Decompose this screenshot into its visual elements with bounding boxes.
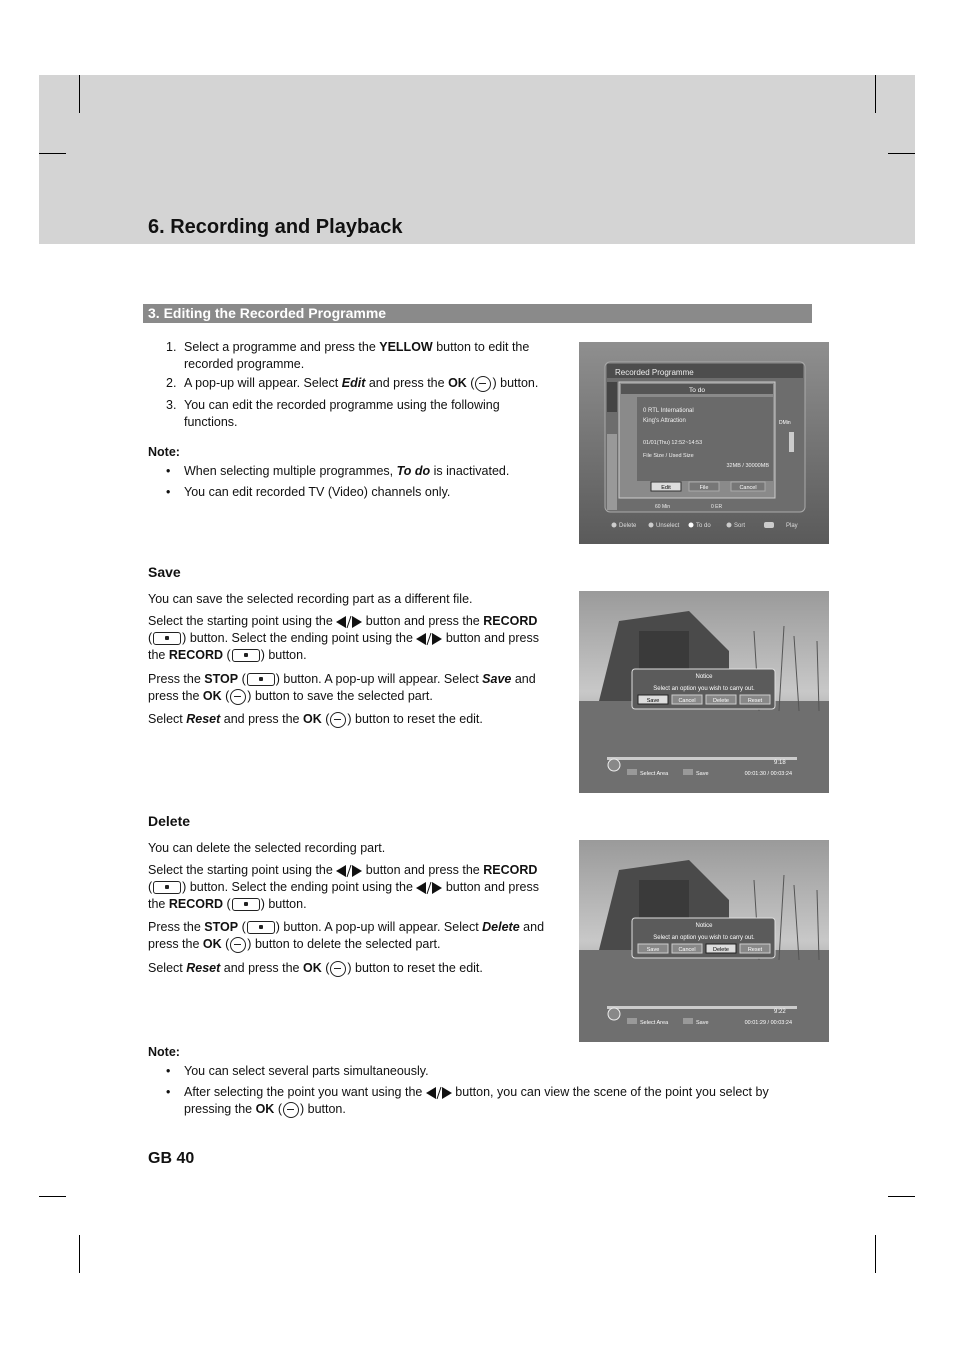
save-intro: You can save the selected recording part as a different file.	[148, 592, 473, 606]
page-number: GB 40	[148, 1150, 195, 1167]
crop-mark	[39, 1196, 66, 1197]
screenshot-recorded-programme	[579, 342, 829, 544]
svg-text:Reset: Reset	[747, 947, 763, 953]
svg-text:9:18: 9:18	[774, 760, 786, 766]
svg-text:60 Min: 60 Min	[655, 504, 671, 510]
svg-text:To do: To do	[696, 523, 711, 529]
svg-text:Select Area: Select Area	[640, 1020, 669, 1026]
svg-text:01/01(Thu) 12:52~14:53: 01/01(Thu) 12:52~14:53	[643, 440, 703, 446]
svg-text:Cancel: Cancel	[678, 947, 696, 953]
note-item-text: After selecting the point you want using the button, you can view the scene of the point you select by pressing the OK ( ) button.	[184, 1085, 769, 1117]
note-item-text: When selecting multiple programmes, To do is inactivated.	[184, 464, 510, 478]
record-button-icon	[232, 898, 260, 911]
ok-button-icon	[230, 937, 246, 953]
ok-button-icon	[475, 376, 491, 392]
crop-mark	[875, 75, 876, 113]
svg-text:Save: Save	[696, 1020, 709, 1026]
svg-text:Save: Save	[646, 947, 660, 953]
svg-text:Edit: Edit	[661, 485, 671, 491]
crop-mark	[79, 1235, 80, 1273]
svg-text:9:22: 9:22	[774, 1009, 786, 1015]
svg-text:Unselect: Unselect	[656, 523, 680, 529]
svg-text:Cancel: Cancel	[739, 485, 757, 491]
svg-text:Cancel: Cancel	[678, 698, 696, 704]
crop-mark	[888, 1196, 915, 1197]
svg-text:Delete: Delete	[713, 698, 729, 704]
svg-text:00:01:30 / 00:03:24: 00:01:30 / 00:03:24	[744, 771, 792, 777]
crop-mark	[79, 75, 80, 113]
crop-mark	[875, 1235, 876, 1273]
left-right-arrow-icon	[336, 864, 362, 878]
screen-title: Recorded Programme	[615, 368, 694, 377]
svg-text:Reset: Reset	[747, 698, 763, 704]
svg-text:Notice: Notice	[695, 674, 713, 680]
svg-text:Delete: Delete	[713, 947, 729, 953]
delete-paragraph-2: Press the STOP ( ) button. A pop-up will appear. Select Delete and press the OK ( ) button to delete the selected part.	[148, 920, 545, 952]
save-paragraph-1: Select the starting point using the button and press the RECORD ( ) button. Select the ending point using the button and press the RECORD ( ) button.	[148, 614, 539, 663]
save-heading: Save	[148, 564, 181, 580]
stop-button-icon	[247, 921, 275, 934]
ok-button-icon	[330, 712, 346, 728]
svg-text:Notice: Notice	[695, 923, 713, 929]
step-1: 1. Select a programme and press the YELLOW button to edit the recorded programme.	[166, 340, 530, 371]
ok-button-icon	[330, 961, 346, 977]
record-button-icon	[153, 881, 181, 894]
note-label: Note:	[148, 1045, 180, 1059]
save-paragraph-2: Press the STOP ( ) button. A pop-up will appear. Select Save and press the OK ( ) button to save the selected part.	[148, 672, 536, 704]
screenshot-delete-notice	[579, 840, 829, 1042]
stop-button-icon	[247, 673, 275, 686]
left-right-arrow-icon	[416, 632, 442, 646]
step-3: 3. You can edit the recorded programme using the following functions.	[166, 398, 500, 429]
note-label: Note:	[148, 445, 180, 459]
delete-paragraph-3: Select Reset and press the OK ( ) button to reset the edit.	[148, 961, 483, 976]
svg-text:32MB / 30000MB: 32MB / 30000MB	[726, 463, 769, 469]
screenshot-save-notice	[579, 591, 829, 793]
svg-text:0 RTL International: 0 RTL International	[643, 408, 694, 414]
step-2: 2. A pop-up will appear. Select Edit and press the OK ( ) button.	[166, 376, 539, 391]
note-item: •	[166, 464, 171, 478]
svg-text:Sort: Sort	[734, 523, 746, 529]
svg-text:0 ER: 0 ER	[711, 504, 723, 510]
svg-text:Delete: Delete	[619, 523, 637, 529]
delete-intro: You can delete the selected recording part.	[148, 841, 386, 855]
left-right-arrow-icon	[426, 1086, 452, 1100]
crop-mark	[39, 153, 66, 154]
crop-mark	[888, 153, 915, 154]
note-item: •	[166, 1064, 171, 1078]
svg-text:Play: Play	[786, 523, 798, 529]
note-item-text: You can edit recorded TV (Video) channels only.	[184, 485, 451, 499]
ok-button-icon	[230, 689, 246, 705]
svg-text:Select Area: Select Area	[640, 771, 669, 777]
note-item: •	[166, 485, 171, 499]
save-paragraph-3: Select Reset and press the OK ( ) button to reset the edit.	[148, 712, 483, 727]
svg-text:Save: Save	[646, 698, 660, 704]
record-button-icon	[153, 632, 181, 645]
chapter-title: 6. Recording and Playback	[148, 216, 403, 238]
record-button-icon	[232, 649, 260, 662]
svg-text:King's Attraction: King's Attraction	[643, 418, 686, 424]
delete-paragraph-1: Select the starting point using the button and press the RECORD ( ) button. Select the ending point using the button and press the RECORD ( ) button.	[148, 863, 539, 912]
ok-button-icon	[283, 1102, 299, 1118]
left-right-arrow-icon	[336, 615, 362, 629]
svg-text:File: File	[699, 485, 709, 491]
svg-text:File Size / Used Size: File Size / Used Size	[643, 453, 694, 459]
svg-text:Select an option you wish to c: Select an option you wish to carry out.	[653, 686, 755, 692]
svg-text:Save: Save	[696, 771, 709, 777]
delete-heading: Delete	[148, 813, 191, 829]
left-right-arrow-icon	[416, 881, 442, 895]
svg-text:To do: To do	[689, 387, 705, 394]
note-item-text: You can select several parts simultaneously.	[184, 1064, 429, 1078]
svg-text:Select an option you wish to c: Select an option you wish to carry out.	[653, 935, 755, 941]
section-title: 3. Editing the Recorded Programme	[143, 304, 812, 323]
svg-text:DMin: DMin	[779, 420, 791, 426]
note-item: •	[166, 1085, 171, 1099]
svg-text:00:01:29 / 00:03:24: 00:01:29 / 00:03:24	[744, 1020, 792, 1026]
